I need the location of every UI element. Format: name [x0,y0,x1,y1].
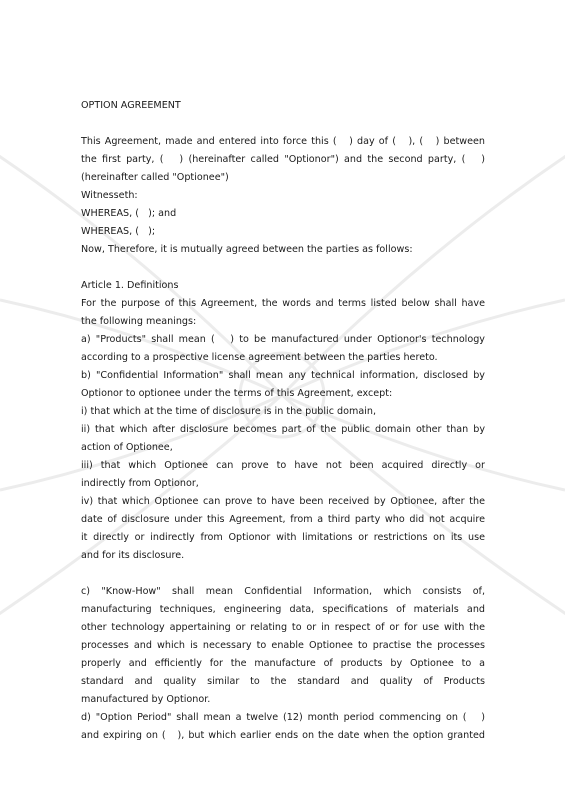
article-line: a) "Products" shall mean ( ) to be manufactured under Optionor's technology [81,334,485,345]
intro-line: WHEREAS, ( ); [81,226,156,237]
knowhow-line: properly and efficiently for the manufacture of products by Optionee to a [81,658,485,669]
article-heading: Article 1. Definitions [81,280,179,291]
document-body [81,97,485,745]
knowhow-line: other technology appertaining or relating to or in respect of or for use with the [81,622,485,633]
article-line: iii) that which Optionee can prove to have not been acquired directly or [81,460,485,471]
knowhow-line: c) "Know-How" shall mean Confidential Information, which consists of, [81,586,485,597]
spacer [81,115,485,133]
article-line: according to a prospective license agreement between the parties hereto. [81,352,438,363]
spacer [81,565,485,583]
knowhow-line: d) "Option Period" shall mean a twelve (12) month period commencing on ( ) [81,712,485,723]
knowhow-line: manufactured by Optionor. [81,694,211,705]
intro-line: WHEREAS, ( ); and [81,208,177,219]
article-line: date of disclosure under this Agreement, from a third party who did not acquire [81,514,485,525]
intro-line: (hereinafter called "Optionee") [81,172,229,183]
article-line: the following meanings: [81,316,197,327]
intro-line: This Agreement, made and entered into force this ( ) day of ( ), ( ) between [81,136,485,147]
knowhow-line: processes and which is necessary to enable Optionee to practise the processes [81,640,485,651]
intro-line: Witnesseth: [81,190,138,201]
knowhow-line: standard and quality similar to the standard and quality of Products [81,676,485,687]
article-line: ii) that which after disclosure becomes part of the public domain other than by [81,424,485,435]
article-line: i) that which at the time of disclosure is in the public domain, [81,406,377,417]
article-line: indirectly from Optionor, [81,478,199,489]
knowhow-line: and expiring on ( ), but which earlier ends on the date when the option granted [81,730,485,741]
article-line: it directly or indirectly from Optionor with limitations or restrictions on its use [81,532,485,543]
article-line: and for its disclosure. [81,550,185,561]
article-line: iv) that which Optionee can prove to have been received by Optionee, after the [81,496,485,507]
intro-line: Now, Therefore, it is mutually agreed between the parties as follows: [81,244,413,255]
document-title: OPTION AGREEMENT [81,100,181,111]
intro-line: the first party, ( ) (hereinafter called "Optionor") and the second party, ( ) [81,154,485,165]
spacer [81,259,485,277]
article-line: action of Optionee, [81,442,173,453]
article-line: For the purpose of this Agreement, the words and terms listed below shall have [81,298,485,309]
article-line: b) "Confidential Information" shall mean any technical information, disclosed by [81,370,485,381]
knowhow-line: manufacturing techniques, engineering data, specifications of materials and [81,604,485,615]
article-line: Optionor to optionee under the terms of this Agreement, except: [81,388,393,399]
